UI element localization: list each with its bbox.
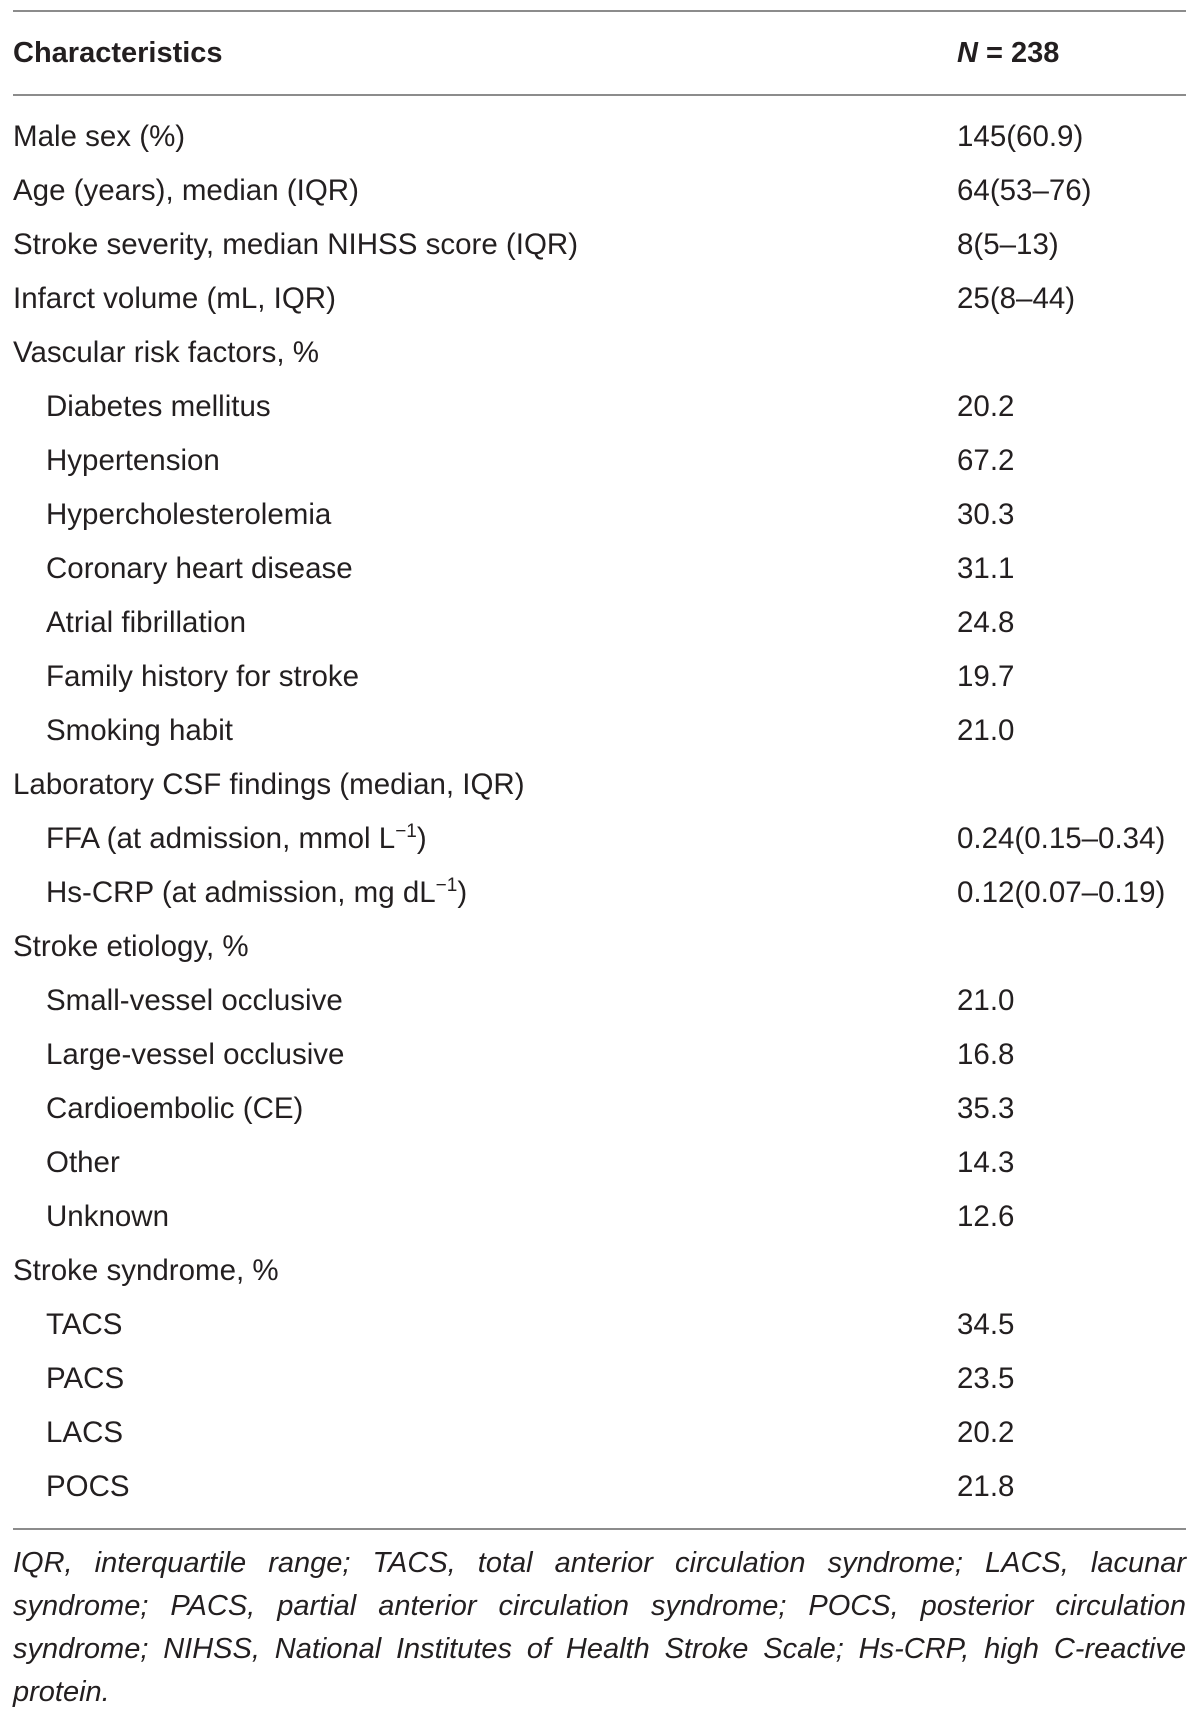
row-label bbox=[13, 498, 957, 532]
row-label bbox=[13, 1308, 957, 1342]
row-label bbox=[13, 282, 957, 316]
row-value: 21.0 bbox=[957, 714, 1015, 747]
table-row bbox=[13, 110, 1186, 164]
row-value: 20.2 bbox=[957, 390, 1015, 423]
table-row bbox=[13, 1136, 1186, 1190]
row-label-text: FFA (at admission, mmol L bbox=[46, 822, 396, 855]
table-header-row bbox=[13, 12, 1186, 94]
row-value: 24.8 bbox=[957, 606, 1015, 639]
table-row bbox=[13, 434, 1186, 488]
row-label-text: Stroke etiology, % bbox=[13, 930, 249, 963]
row-label-text: Hypercholesterolemia bbox=[46, 498, 332, 531]
row-label-text: Stroke syndrome, % bbox=[13, 1254, 279, 1287]
table-row bbox=[13, 704, 1186, 758]
table-row bbox=[13, 650, 1186, 704]
row-label bbox=[13, 120, 957, 154]
row-label bbox=[13, 1092, 957, 1126]
row-value: 8(5–13) bbox=[957, 228, 1059, 261]
table-row bbox=[13, 326, 1186, 380]
table-row bbox=[13, 272, 1186, 326]
row-label-text: Coronary heart disease bbox=[46, 552, 353, 585]
table-row bbox=[13, 1082, 1186, 1136]
row-value: 0.24(0.15–0.34) bbox=[957, 822, 1166, 855]
row-label bbox=[13, 768, 957, 802]
table-row bbox=[13, 488, 1186, 542]
row-value: 12.6 bbox=[957, 1200, 1015, 1233]
row-label-text: Unknown bbox=[46, 1200, 169, 1233]
table-row bbox=[13, 542, 1186, 596]
row-value: 21.8 bbox=[957, 1470, 1015, 1503]
table-footnote: IQR, interquartile range; TACS, total anterior circulation syndrome; LACS, lacunar syndrome; PACS, partial anterior circulation syndrome; POCS, posterior circulation syndrome; NIHSS, National Institutes of Health Stroke Scale; Hs-CRP, high C-reactive protein. bbox=[13, 1547, 1186, 1708]
row-label-text: Vascular risk factors, % bbox=[13, 336, 320, 369]
row-label-text: Large-vessel occlusive bbox=[46, 1038, 345, 1071]
row-label bbox=[13, 228, 957, 262]
table-row bbox=[13, 1352, 1186, 1406]
table-row bbox=[13, 1406, 1186, 1460]
row-label bbox=[13, 1200, 957, 1234]
row-label bbox=[13, 1038, 957, 1072]
row-value: 19.7 bbox=[957, 660, 1015, 693]
row-label-text: POCS bbox=[46, 1470, 130, 1503]
row-label-text: Male sex (%) bbox=[13, 120, 186, 153]
row-label bbox=[13, 984, 957, 1018]
row-label bbox=[13, 390, 957, 424]
table-row bbox=[13, 920, 1186, 974]
row-value: 31.1 bbox=[957, 552, 1015, 585]
row-value: 23.5 bbox=[957, 1362, 1015, 1395]
row-label-text: Small-vessel occlusive bbox=[46, 984, 343, 1017]
table-row bbox=[13, 812, 1186, 866]
row-value: 16.8 bbox=[957, 1038, 1015, 1071]
table-row bbox=[13, 218, 1186, 272]
row-label bbox=[13, 1362, 957, 1396]
row-value: 145(60.9) bbox=[957, 120, 1084, 153]
row-label-text: Cardioembolic (CE) bbox=[46, 1092, 304, 1125]
table-row bbox=[13, 380, 1186, 434]
table-row bbox=[13, 974, 1186, 1028]
row-label bbox=[13, 552, 957, 586]
row-label-close: ) bbox=[457, 876, 468, 909]
row-label-text: Other bbox=[46, 1146, 120, 1179]
table-row bbox=[13, 1298, 1186, 1352]
row-label bbox=[13, 876, 957, 910]
row-label bbox=[13, 174, 957, 208]
row-value: 34.5 bbox=[957, 1308, 1015, 1341]
row-label-text: Hypertension bbox=[46, 444, 220, 477]
row-value: 35.3 bbox=[957, 1092, 1015, 1125]
row-value: 25(8–44) bbox=[957, 282, 1076, 315]
header-n-count: = 238 bbox=[977, 36, 1060, 69]
row-label bbox=[13, 606, 957, 640]
table-row bbox=[13, 596, 1186, 650]
row-value: 21.0 bbox=[957, 984, 1015, 1017]
row-value: 30.3 bbox=[957, 498, 1015, 531]
row-label bbox=[13, 822, 957, 856]
row-label-text: Age (years), median (IQR) bbox=[13, 174, 359, 207]
row-label bbox=[13, 336, 957, 370]
row-label-text: Hs-CRP (at admission, mg dL bbox=[46, 876, 436, 909]
table-row bbox=[13, 1190, 1186, 1244]
row-label-text: LACS bbox=[46, 1416, 124, 1449]
row-label-text: Infarct volume (mL, IQR) bbox=[13, 282, 336, 315]
row-label bbox=[13, 1254, 957, 1288]
row-label-text: Diabetes mellitus bbox=[46, 390, 271, 423]
row-value: 20.2 bbox=[957, 1416, 1015, 1449]
header-n-symbol: N bbox=[957, 36, 978, 69]
table-row bbox=[13, 866, 1186, 920]
header-characteristics: Characteristics bbox=[13, 36, 223, 69]
row-label bbox=[13, 1146, 957, 1180]
row-label bbox=[13, 714, 957, 748]
row-label-text: PACS bbox=[46, 1362, 125, 1395]
table-row bbox=[13, 1028, 1186, 1082]
row-label bbox=[13, 1470, 957, 1504]
row-label-close: ) bbox=[416, 822, 427, 855]
row-value: 67.2 bbox=[957, 444, 1015, 477]
row-label-text: Family history for stroke bbox=[46, 660, 360, 693]
table-body bbox=[13, 96, 1186, 1528]
unit-exponent: −1 bbox=[435, 875, 458, 896]
row-value: 14.3 bbox=[957, 1146, 1015, 1179]
row-label-text: TACS bbox=[46, 1308, 123, 1341]
table-row bbox=[13, 758, 1186, 812]
row-value: 0.12(0.07–0.19) bbox=[957, 876, 1166, 909]
row-value: 64(53–76) bbox=[957, 174, 1092, 207]
row-label-text: Atrial fibrillation bbox=[46, 606, 247, 639]
row-label-text: Stroke severity, median NIHSS score (IQR) bbox=[13, 228, 579, 261]
table-row bbox=[13, 1460, 1186, 1514]
characteristics-table bbox=[13, 10, 1186, 1714]
unit-exponent: −1 bbox=[395, 821, 417, 842]
row-label-text: Smoking habit bbox=[46, 714, 233, 747]
row-label bbox=[13, 444, 957, 478]
header-n bbox=[957, 37, 1186, 70]
table-row bbox=[13, 1244, 1186, 1298]
row-label-text: Laboratory CSF findings (median, IQR) bbox=[13, 768, 525, 801]
table-row bbox=[13, 164, 1186, 218]
row-label bbox=[13, 660, 957, 694]
row-label bbox=[13, 930, 957, 964]
row-label bbox=[13, 1416, 957, 1450]
